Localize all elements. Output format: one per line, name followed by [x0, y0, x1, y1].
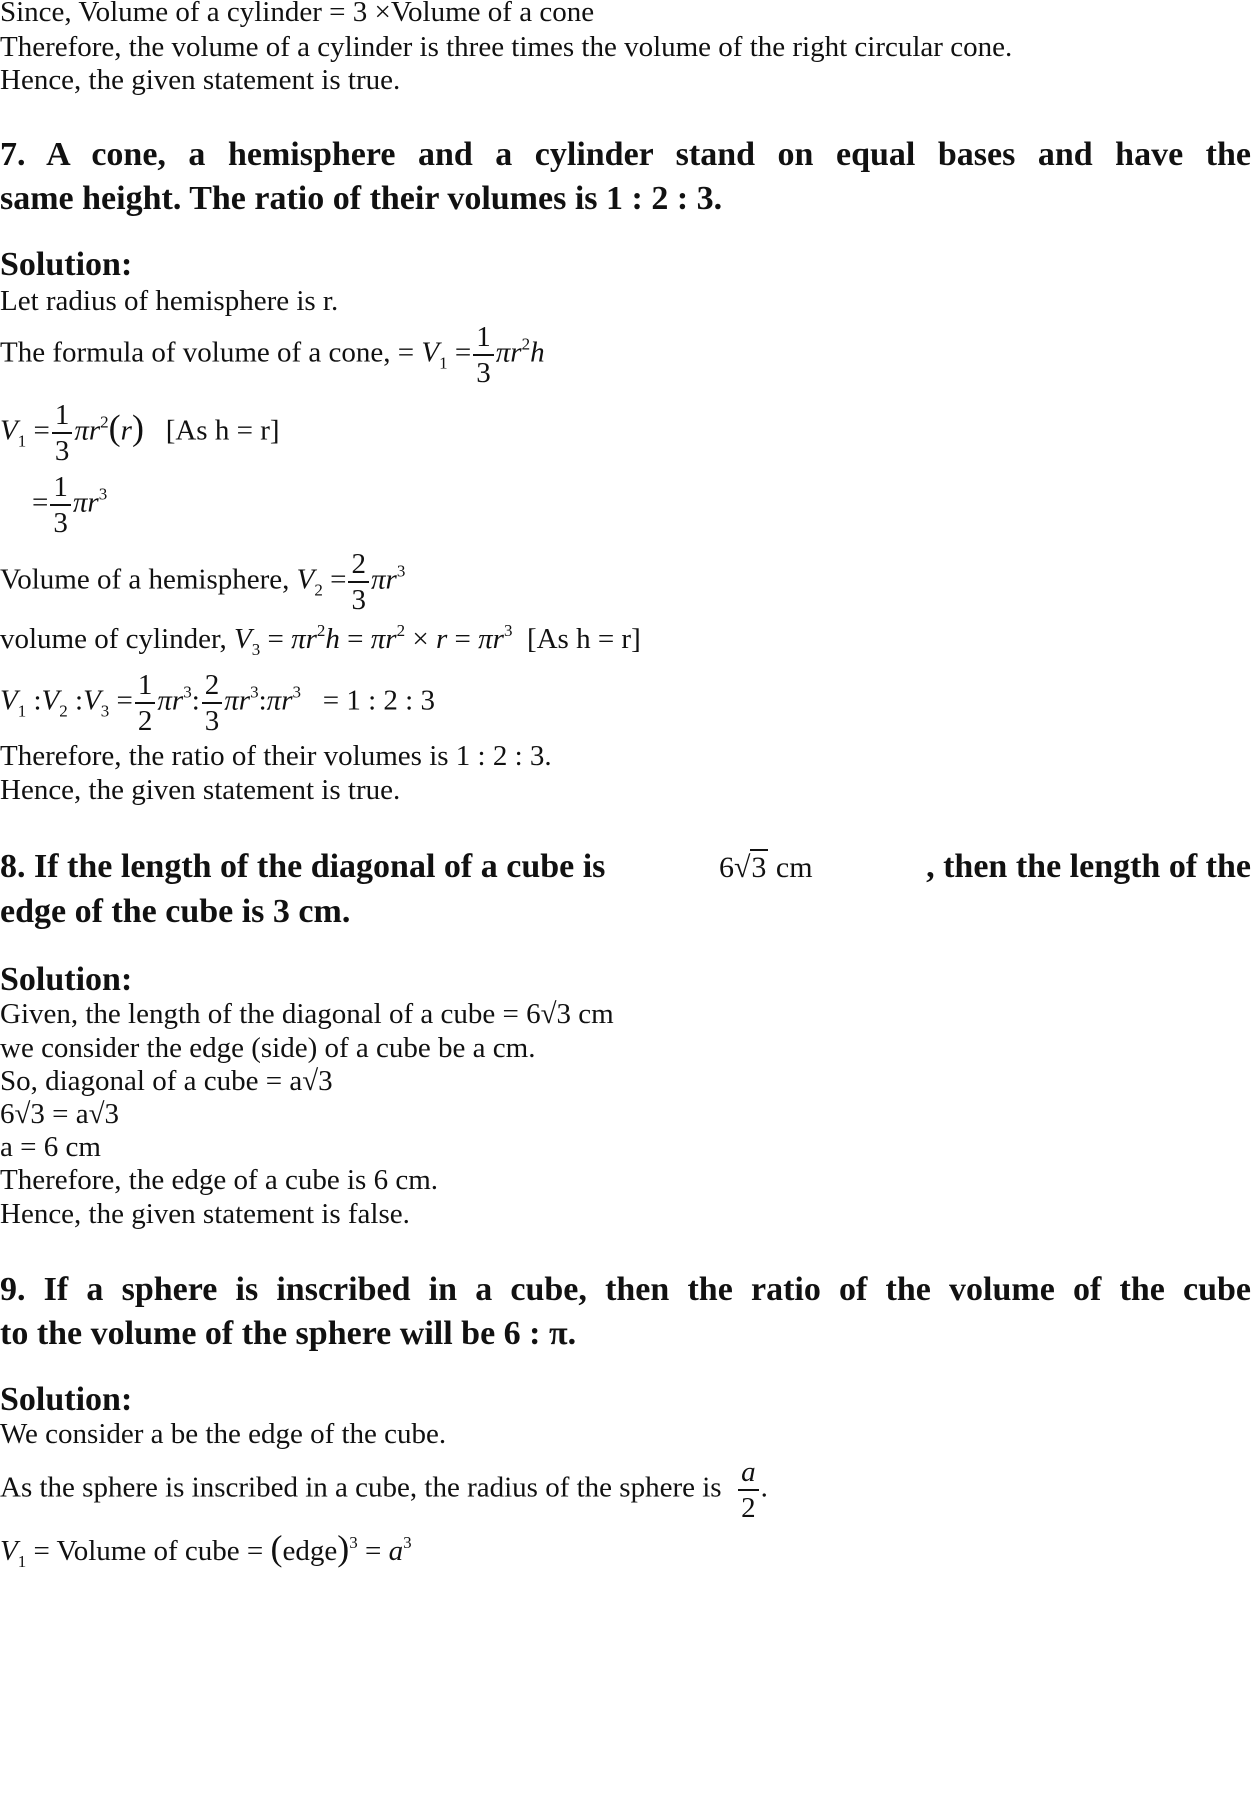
- q7-v1-step1: $V_1$ = $\frac{1}{3}$ $\pi r^2(r)$ [As h = r]: [0, 399, 280, 467]
- q9-line-2: As the sphere is inscribed in a cube, the radius of the sphere is $\frac{a}{2}$ .: [0, 1456, 768, 1524]
- q9-line-1: We consider a be the edge of the cube.: [0, 1418, 447, 1450]
- question-9-title-line-1: 9. If a sphere is inscribed in a cube, then the ratio of the volume of the cube: [0, 1271, 1251, 1308]
- question-8-title-line-1: [0, 845, 1251, 890]
- fraction: $\frac{2}{3}$: [202, 668, 223, 738]
- question-8-title: [0, 845, 1251, 934]
- q7-solution-label: Solution:: [0, 246, 133, 283]
- q7-conclusion-1: Therefore, the ratio of their volumes is 1 : 2 : 3.: [0, 740, 552, 772]
- q7-as-h-r: [As h = r]: [165, 414, 280, 447]
- fraction: $\frac{1}{3}$: [50, 470, 71, 540]
- q9-volume-cube-label: = Volume of cube =: [33, 1535, 264, 1567]
- question-7-title: [0, 133, 1251, 221]
- intro-line-1: Since, Volume of a cylinder = 3 ×Volume of a cone: [0, 0, 595, 28]
- q7-ratio-line: $V_1$ $:V_2$ $:V_3$ = $\frac{1}{2}$ $\pi r^3$: $\frac{2}{3}$ $\pi r^3:\pi r^3$ = 1 : 2 : 3: [0, 669, 435, 737]
- q8-line-1: Given, the length of the diagonal of a cube = 6√3 cm: [0, 998, 614, 1030]
- q8-title-part-2: , then the length of the: [926, 848, 1251, 885]
- q8-line-2: we consider the edge (side) of a cube be a cm.: [0, 1032, 536, 1064]
- q7-conclusion-2: Hence, the given statement is true.: [0, 774, 401, 806]
- fraction: $\frac{1}{3}$: [473, 320, 494, 390]
- fraction: $\frac{1}{3}$: [52, 398, 73, 468]
- q7-hemisphere-prefix: Volume of a hemisphere,: [0, 563, 297, 596]
- question-7-title-line-1: 7. A cone, a hemisphere and a cylinder stand on equal bases and have the: [0, 136, 1251, 173]
- q9-solution-label: Solution:: [0, 1381, 133, 1418]
- q7-ratio-result: = 1 : 2 : 3: [322, 684, 435, 717]
- question-7-title-line-2: same height. The ratio of their volumes is 1 : 2 : 3.: [0, 180, 723, 217]
- fraction: $\frac{a}{2}$: [738, 1455, 759, 1525]
- question-8-title-line-2: edge of the cube is 3 cm.: [0, 893, 351, 930]
- q9-volume-cube-line: $V_1$ = Volume of cube = (edge)$^3$ = $a^3$: [0, 1528, 412, 1571]
- q7-cone-formula: The formula of volume of a cone, = $V_1$ = $\frac{1}{3}$ $\pi r^2h$: [0, 321, 545, 389]
- q7-cylinder-prefix: volume of cylinder,: [0, 623, 234, 655]
- q9-line-2-text: As the sphere is inscribed in a cube, the radius of the sphere is: [0, 1471, 722, 1504]
- q8-solution-label: Solution:: [0, 961, 133, 998]
- q9-edge-word: edge: [282, 1535, 338, 1567]
- question-9-title: [0, 1268, 1251, 1356]
- q8-line-6: Therefore, the edge of a cube is 6 cm.: [0, 1164, 439, 1196]
- q7-cone-formula-prefix: The formula of volume of a cone, =: [0, 336, 422, 369]
- q7-hemisphere-line: Volume of a hemisphere, $V_2$ = $\frac{2}{3}$ $\pi r^3$: [0, 548, 406, 616]
- q7-cylinder-line: volume of cylinder, $V_3 = \pi r^2h = \pi r^2 \times r = \pi r^3$ [As h = r]: [0, 621, 641, 659]
- fraction: $\frac{2}{3}$: [348, 547, 369, 617]
- q7-as-h-r-2: [As h = r]: [526, 623, 641, 655]
- q8-title-part-1: 8. If the length of the diagonal of a cube is: [0, 848, 606, 885]
- fraction: $\frac{1}{2}$: [135, 668, 156, 738]
- q8-line-7: Hence, the given statement is false.: [0, 1198, 410, 1230]
- q7-v1-step2: = $\frac{1}{3}$ $\pi r^3$: [32, 471, 108, 539]
- q8-title-math: 6√3 cm: [718, 851, 813, 884]
- q8-line-5: a = 6 cm: [0, 1131, 101, 1163]
- question-9-title-line-2: to the volume of the sphere will be 6 : π.: [0, 1315, 577, 1352]
- intro-line-2: Therefore, the volume of a cylinder is three times the volume of the right circular cone.: [0, 31, 1013, 63]
- q8-line-4: 6√3 = a√3: [0, 1098, 120, 1130]
- q8-line-3: So, diagonal of a cube = a√3: [0, 1065, 333, 1097]
- intro-line-3: Hence, the given statement is true.: [0, 64, 401, 96]
- q7-radius-line: Let radius of hemisphere is r.: [0, 285, 339, 317]
